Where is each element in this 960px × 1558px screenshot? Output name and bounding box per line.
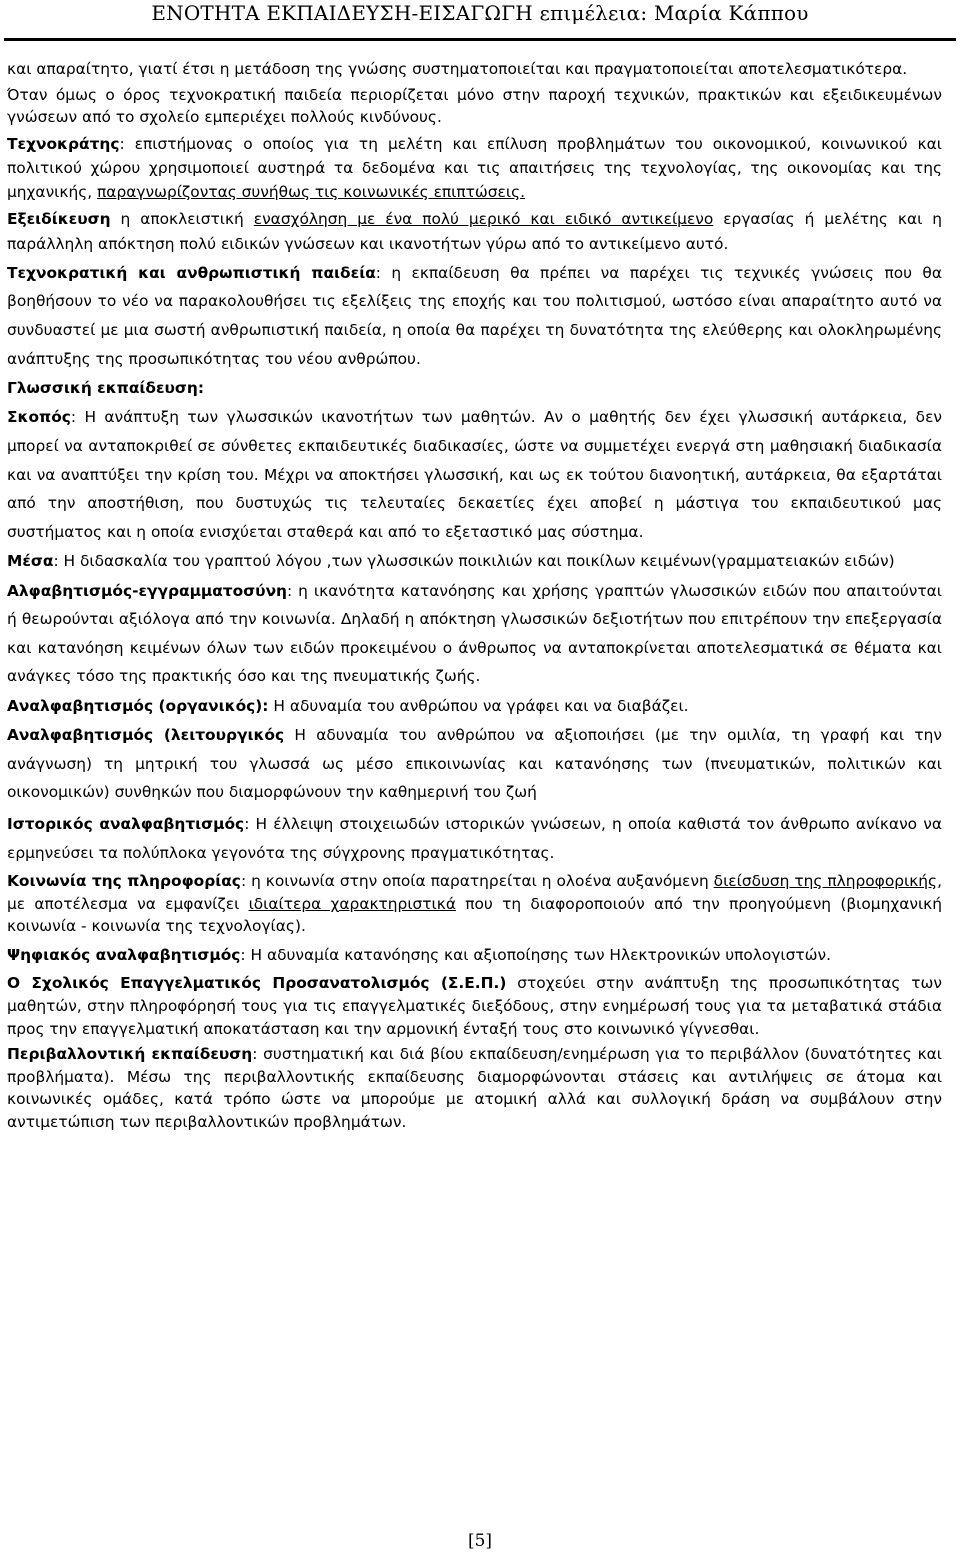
term-literacy: Αλφαβητισμός-εγγραμματοσύνη xyxy=(7,581,288,600)
term-goal: Σκοπός xyxy=(7,408,71,427)
definition-text: η αποκλειστική xyxy=(110,210,254,229)
term-environmental-education: Περιβαλλοντική εκπαίδευση xyxy=(7,1045,253,1064)
term-language-education: Γλωσσική εκπαίδευση: xyxy=(7,379,205,398)
definition-text: : η κοινωνία στην οποία παρατηρείται η ολοένα αυξανόμενη xyxy=(240,872,714,891)
definition-text: : επιστήμονας ο οποίος για τη μελέτη και επίλυση προβλημάτων του οικονομικού, κοινωνικού και πολιτικού χώρου χρησιμοποιεί αυστηρά τα δεδομένα και τις απαιτήσεις της τεχνολογίας, της οικονομίας και της μηχανικής, xyxy=(7,134,942,202)
paragraph-career-guidance xyxy=(7,972,942,1040)
term-specialization: Εξειδίκευση xyxy=(7,210,111,229)
paragraph-organic-illiteracy xyxy=(7,694,942,718)
paragraph-historical-illiteracy xyxy=(7,810,942,867)
paragraph-functional-illiteracy xyxy=(7,721,942,807)
definition-text: : η εκπαίδευση θα πρέπει να παρέχει τις τεχνικές γνώσεις που θα βοηθήσουν το νέο να παρακολουθήσει τις εξελίξεις της εποχής και του πολιτισμού, ωστόσο είναι απαραίτητο αυτό να συνδυαστεί με μια σωστή ανθρωπιστική παιδεία, η οποία θα παρέχει τη δυνατότητα της ελεύθερης και ολοκληρωμένης ανάπτυξης της προσωπικότητας του νέου ανθρώπου. xyxy=(7,263,942,368)
term-means: Μέσα xyxy=(7,552,54,571)
term-historical-illiteracy: Ιστορικός αναλφαβητισμός xyxy=(7,814,245,833)
definition-text: στοχεύει στην ανάπτυξη της προσωπικότητας των μαθητών, στην πληροφόρησή τους για τις επαγγελματικές διεξόδους, στην ενημέρωσή τους για τα μεταβατικά στάδια προς την επαγγελματική αποκατάσταση και την αρμονική ένταξή τους στο κοινωνικό γίγνεσθαι. xyxy=(7,974,942,1038)
paragraph-technocratic-humanist-education xyxy=(7,259,942,373)
term-technocrat: Τεχνοκράτης xyxy=(7,134,120,153)
paragraph-text: Όταν όμως ο όρος τεχνοκρατική παιδεία περιορίζεται μόνο στην παροχή τεχνικών, πρακτικών και εξειδικευμένων γνώσεων από το σχολείο εμπεριέχει πολλούς κινδύνους. xyxy=(7,85,942,127)
definition-text: εργασίας ή μελέτης και η παράλληλη απόκτηση πολύ ειδικών γνώσεων και ικανοτήτων γύρω από το αντικείμενο αυτό. xyxy=(7,210,943,253)
document-body xyxy=(7,58,942,1137)
page-header xyxy=(0,0,960,44)
page-footer xyxy=(0,1531,960,1551)
definition-text: : Η έλλειψη στοιχειωδών ιστορικών γνώσεων, η οποία καθιστά τον άνθρωπο ανίκανο να ερμηνεύσει τα πολύπλοκα γεγονότα της σύγχρονης πραγματικότητας. xyxy=(7,814,942,862)
definition-text: : Η ανάπτυξη των γλωσσικών ικανοτήτων των μαθητών. Αν ο μαθητής δεν έχει γλωσσική αυτάρκεια, δεν μπορεί να ανταποκριθεί σε σύνθετες εκπαιδευτικές διαδικασίες, ώστε να συμμετέχει ενεργά στη μαθησιακή διαδικασία και να αναπτύξει την κρίση του. Μέχρι να αποκτήσει γλωσσική, και ως εκ τούτου διανοητική, αυτάρκεια, θα εξαρτάται από την αποστήθιση, που δυστυχώς τις τελευταίες δεκαετίες έχει αποβεί η μάστιγα του εκπαιδευτικού μας συστήματος και η οποία ενισχύεται σταθερά και από το εξεταστικό μας σύστημα. xyxy=(7,408,942,541)
paragraph-technocrat xyxy=(7,132,942,205)
definition-text: που τη διαφοροποιούν από την προηγούμενη (βιομηχανική κοινωνία - κοινωνία της τεχνολογίας). xyxy=(7,894,942,936)
definition-text: : Η διδασκαλία του γραπτού λόγου ,των γλωσσικών ποικιλιών και ποικίλων κειμένων(γραμματειακών ειδών) xyxy=(53,552,895,571)
paragraph-literacy xyxy=(7,577,942,691)
paragraph-means xyxy=(7,549,942,573)
paragraph-technocratic-risk xyxy=(7,84,942,129)
definition-text: Η αδυναμία του ανθρώπου να αξιοποιήσει (με την ομιλία, τη γραφή και την ανάγνωση) τη μητρική του γλωσσά ως μέσο επικοινωνίας και κατανόησης των (πνευματικών, πολιτικών και οικονομικών) συνθηκών που διαμορφώνουν την καθημερινή του ζωή xyxy=(7,726,943,802)
term-information-society: Κοινωνία της πληροφορίας xyxy=(7,872,241,891)
definition-text: : Η αδυναμία κατανόησης και αξιοποίησης των Ηλεκτρονικών υπολογιστών. xyxy=(240,945,832,964)
definition-text: Η αδυναμία του ανθρώπου να γράφει και να διαβάζει. xyxy=(268,696,689,715)
definition-text: : η ικανότητα κατανόησης και χρήσης γραπτών γλωσσικών ειδών που απαιτούνται ή θεωρούνται αξιόλογα από την κοινωνία. Δηλαδή η απόκτηση γλωσσικών δεξιοτήτων που επιτρέπουν την επεξεργασία και κατανόηση κειμένων όλων των ειδών προκειμένου ο άνθρωπος να ανταποκρίνεται αποτελεσματικά σε θέματα και ανάγκες τόσο της πρακτικής όσο και της πνευματικής ζωής. xyxy=(7,581,942,686)
term-digital-illiteracy: Ψηφιακός αναλφαβητισμός xyxy=(7,945,241,964)
page-number: [5] xyxy=(467,1531,493,1551)
underlined-text: διείσδυση της πληροφορικής xyxy=(713,872,938,891)
paragraph-environmental-education xyxy=(7,1043,942,1133)
definition-text: : συστηματική και διά βίου εκπαίδευση/ενημέρωση για το περιβάλλον (δυνατότητες και προβλήματα). Μέσω της περιβαλλοντικής εκπαίδευσης διαμορφώνονται στάσεις και αντιλήψεις σε άτομα και κοινωνικές ομάδες, κατά τρόπο ώστε να μπορούμε με ατομική αλλά και συλλογική δράση να συμβάλουν στην αντιμετώπιση των περιβαλλοντικών προβλημάτων. xyxy=(7,1045,942,1132)
term-organic-illiteracy: Αναλφαβητισμός (οργανικός): xyxy=(7,696,269,715)
term-functional-illiteracy: Αναλφαβητισμός (λειτουργικός xyxy=(7,726,285,745)
header-rule xyxy=(4,38,956,41)
underlined-text: παραγνωρίζοντας συνήθως τις κοινωνικές επιπτώσεις. xyxy=(97,183,526,202)
paragraph-information-society xyxy=(7,870,942,938)
header-title: ΕΝΟΤΗΤΑ ΕΚΠΑΙΔΕΥΣΗ-ΕΙΣΑΓΩΓΗ επιμέλεια: Μαρία Κάππου xyxy=(151,1,809,25)
paragraph-text: και απαραίτητο, γιατί έτσι η μετάδοση της γνώσης συστηματοποιείται και πραγματοποιείται αποτελεσματικότερα. xyxy=(7,60,908,78)
underlined-text: ιδιαίτερα χαρακτηριστικά xyxy=(248,894,456,913)
paragraph-language-education xyxy=(7,376,942,400)
term-career-guidance: Ο Σχολικός Επαγγελματικός Προσανατολισμός (Σ.Ε.Π.) xyxy=(7,974,507,993)
underlined-text: ενασχόληση με ένα πολύ μερικό και ειδικό αντικείμενο xyxy=(253,210,714,229)
term-technocratic-humanist: Τεχνοκρατική και ανθρωπιστική παιδεία xyxy=(7,263,376,282)
paragraph-intro xyxy=(7,58,942,81)
paragraph-goal xyxy=(7,403,942,546)
paragraph-specialization xyxy=(7,207,942,255)
paragraph-digital-illiteracy xyxy=(7,941,942,970)
definition-text: , με αποτέλεσμα να εμφανίζει xyxy=(7,872,942,913)
